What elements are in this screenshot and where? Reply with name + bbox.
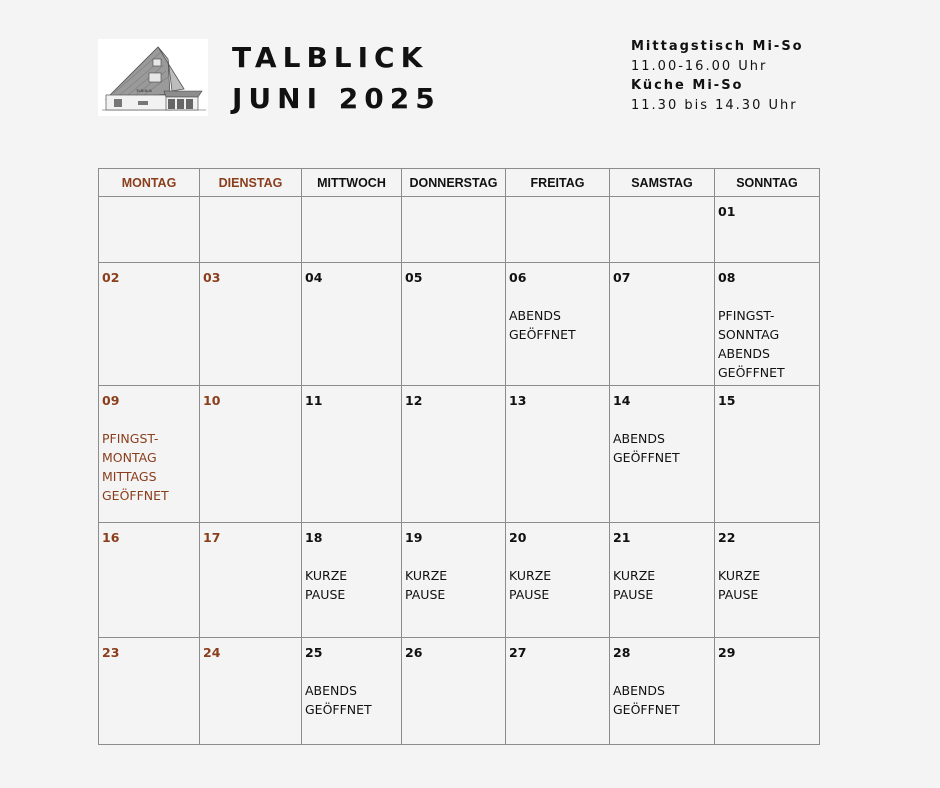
day-number: 12 [405, 393, 423, 408]
calendar-day-cell [99, 197, 200, 263]
calendar-day-cell [610, 386, 715, 523]
kitchen-label: Küche Mi-So [631, 78, 744, 93]
calendar-day-cell [99, 263, 200, 386]
calendar-week-row [99, 638, 820, 745]
day-note: ABENDS GEÖFFNET [613, 431, 680, 465]
day-number: 05 [405, 270, 423, 285]
weekday-header: DIENSTAG [200, 169, 302, 197]
day-number: 16 [102, 530, 120, 545]
day-number: 18 [305, 530, 323, 545]
calendar-day-cell [402, 263, 506, 386]
day-number: 04 [305, 270, 323, 285]
opening-hours [631, 37, 804, 115]
day-note: PFINGST- SONNTAG ABENDS GEÖFFNET [718, 308, 785, 380]
day-note: PFINGST- MONTAG MITTAGS GEÖFFNET [102, 431, 169, 503]
calendar-day-cell [99, 638, 200, 745]
day-number: 20 [509, 530, 527, 545]
weekday-header: SONNTAG [715, 169, 820, 197]
calendar-day-cell [506, 386, 610, 523]
calendar-grid [98, 168, 820, 745]
day-number: 01 [718, 204, 736, 219]
calendar-day-cell [506, 638, 610, 745]
calendar-day-cell [200, 523, 302, 638]
calendar-day-cell [200, 386, 302, 523]
calendar-day-cell [506, 523, 610, 638]
day-number: 26 [405, 645, 423, 660]
day-note: KURZE PAUSE [509, 568, 552, 602]
page-title [232, 37, 441, 119]
weekday-header: SAMSTAG [610, 169, 715, 197]
weekday-header: DONNERSTAG [402, 169, 506, 197]
day-number: 27 [509, 645, 527, 660]
title-month: JUNI 2025 [232, 82, 441, 115]
calendar-day-cell [302, 263, 402, 386]
day-number: 17 [203, 530, 221, 545]
calendar-day-cell [99, 523, 200, 638]
calendar-week-row [99, 197, 820, 263]
day-note: KURZE PAUSE [718, 568, 761, 602]
calendar-day-cell [715, 197, 820, 263]
weekday-header: MITTWOCH [302, 169, 402, 197]
calendar-day-cell [302, 523, 402, 638]
calendar-day-cell [302, 197, 402, 263]
day-number: 29 [718, 645, 736, 660]
day-note: ABENDS GEÖFFNET [613, 683, 680, 717]
day-note: ABENDS GEÖFFNET [509, 308, 576, 342]
logo-sign-text: Talblick [136, 88, 152, 93]
calendar-week-row [99, 263, 820, 386]
day-number: 08 [718, 270, 736, 285]
calendar-week-row [99, 523, 820, 638]
calendar-day-cell [402, 523, 506, 638]
day-number: 07 [613, 270, 631, 285]
calendar-day-cell [610, 263, 715, 386]
calendar-day-cell [99, 386, 200, 523]
day-number: 24 [203, 645, 221, 660]
calendar-day-cell [610, 638, 715, 745]
day-number: 11 [305, 393, 323, 408]
day-number: 25 [305, 645, 323, 660]
day-note: KURZE PAUSE [405, 568, 448, 602]
calendar-day-cell [302, 386, 402, 523]
weekday-header: FREITAG [506, 169, 610, 197]
day-number: 13 [509, 393, 527, 408]
calendar-day-cell [402, 197, 506, 263]
calendar-day-cell [715, 638, 820, 745]
calendar-day-cell [200, 263, 302, 386]
lunch-label: Mittagstisch Mi-So [631, 39, 804, 54]
logo-house-drawing [98, 39, 208, 116]
calendar-day-cell [402, 386, 506, 523]
day-note: KURZE PAUSE [613, 568, 656, 602]
calendar-day-cell [610, 197, 715, 263]
day-note: KURZE PAUSE [305, 568, 348, 602]
day-number: 22 [718, 530, 736, 545]
lunch-time: 11.00-16.00 Uhr [631, 58, 768, 74]
calendar-day-cell [715, 263, 820, 386]
day-number: 19 [405, 530, 423, 545]
day-number: 23 [102, 645, 120, 660]
day-number: 06 [509, 270, 527, 285]
weekday-header: MONTAG [99, 169, 200, 197]
day-number: 21 [613, 530, 631, 545]
calendar-day-cell [506, 263, 610, 386]
day-number: 09 [102, 393, 120, 408]
calendar-day-cell [200, 638, 302, 745]
calendar-day-cell [200, 197, 302, 263]
title-name: TALBLICK [232, 41, 429, 74]
calendar-day-cell [506, 197, 610, 263]
kitchen-time: 11.30 bis 14.30 Uhr [631, 97, 798, 113]
calendar-day-cell [402, 638, 506, 745]
day-note: ABENDS GEÖFFNET [305, 683, 372, 717]
day-number: 28 [613, 645, 631, 660]
calendar-day-cell [715, 386, 820, 523]
calendar-day-cell [302, 638, 402, 745]
weekday-header-row [99, 169, 820, 197]
day-number: 10 [203, 393, 221, 408]
calendar-week-row [99, 386, 820, 523]
calendar-day-cell [610, 523, 715, 638]
day-number: 14 [613, 393, 631, 408]
day-number: 02 [102, 270, 120, 285]
day-number: 03 [203, 270, 221, 285]
calendar-day-cell [715, 523, 820, 638]
day-number: 15 [718, 393, 736, 408]
